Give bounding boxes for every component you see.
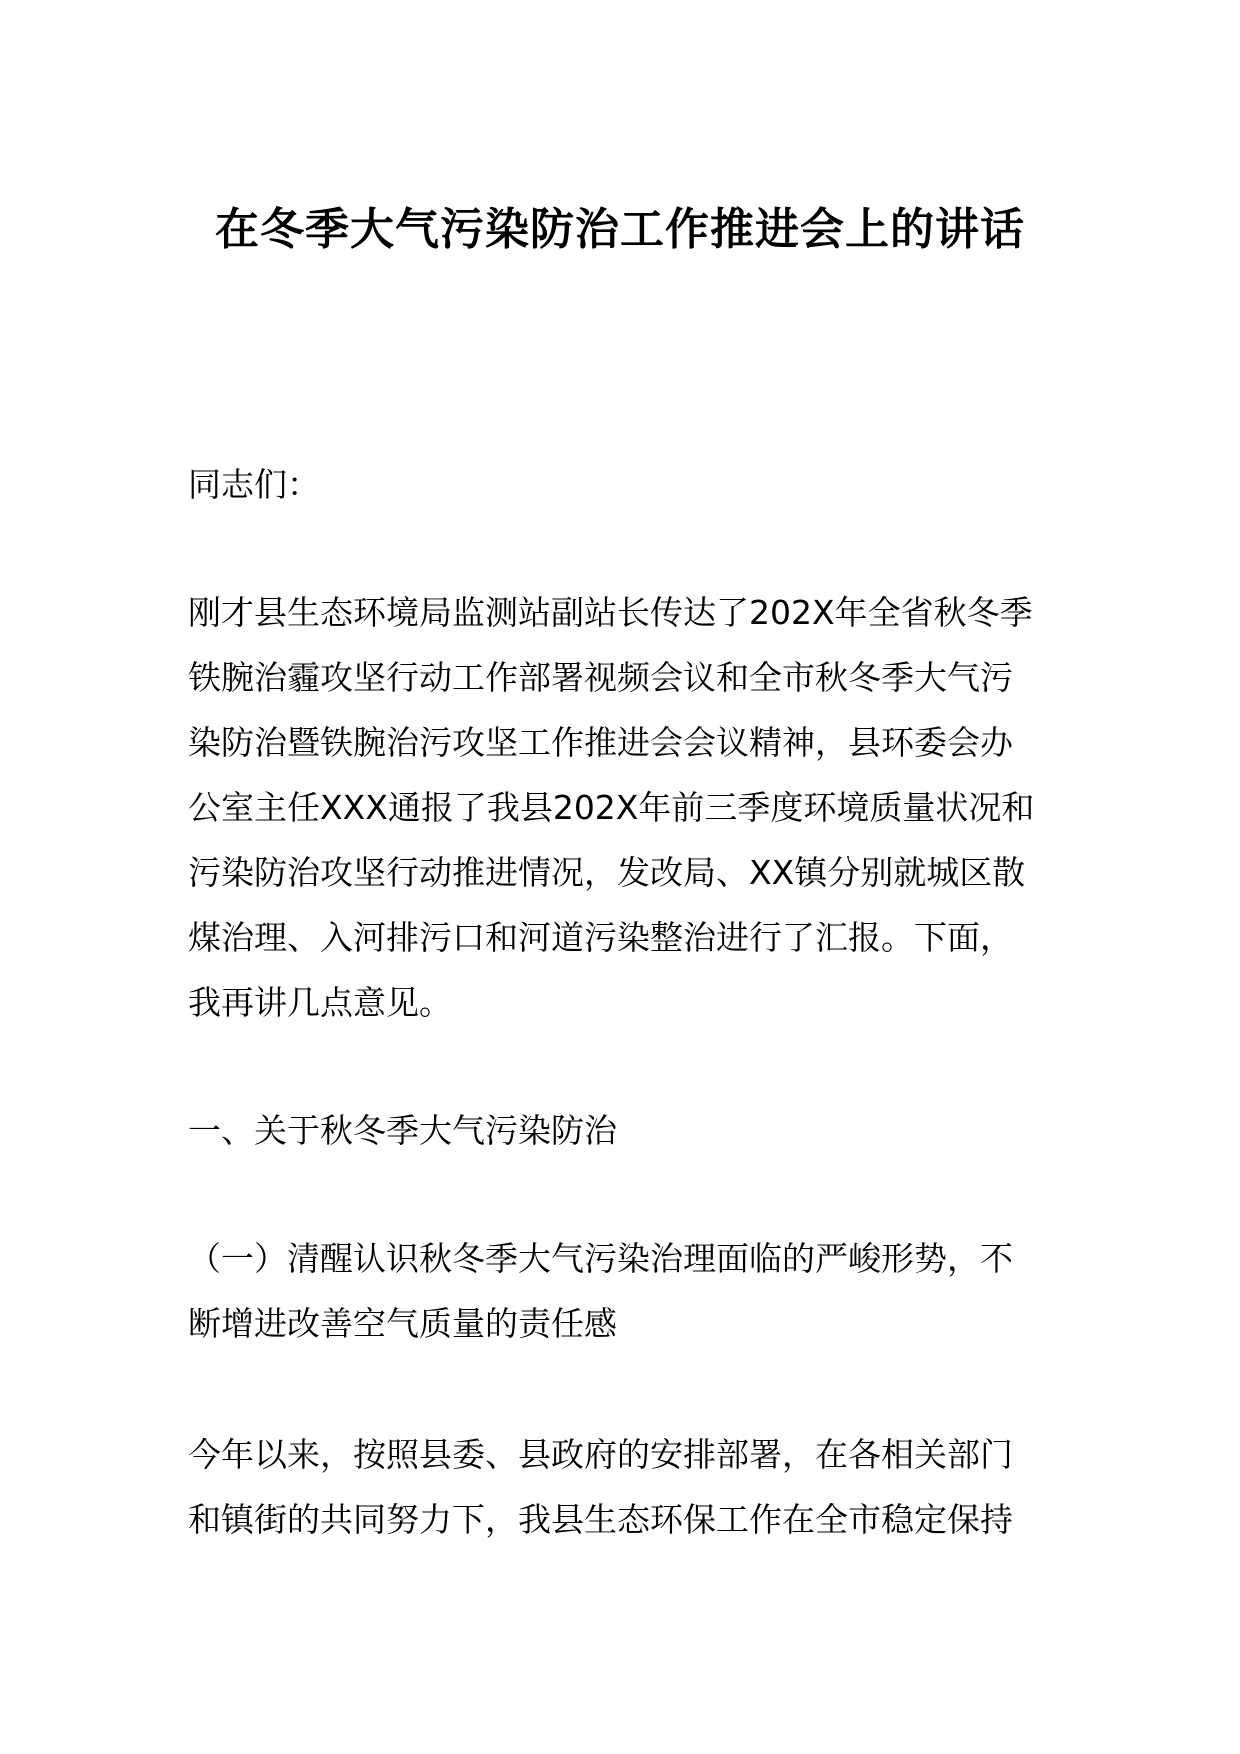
paragraph-line: 今年以来，按照县委、县政府的安排部署，在各相关部门 xyxy=(188,1435,1013,1474)
paragraph-line: 染防治暨铁腕治污攻坚工作推进会会议精神，县环委会办 xyxy=(188,723,1013,762)
subsection-heading-line: （一）清醒认识秋冬季大气污染治理面临的严峻形势，不 xyxy=(188,1239,1013,1278)
section-heading-1: 一、关于秋冬季大气污染防治 xyxy=(188,1111,617,1150)
paragraph-line: 和镇街的共同努力下，我县生态环保工作在全市稳定保持 xyxy=(188,1500,1013,1539)
subsection-heading-line: 断增进改善空气质量的责任感 xyxy=(188,1304,617,1343)
paragraph-line: 刚才县生态环境局监测站副站长传达了202X年全省秋冬季 xyxy=(188,593,1033,632)
greeting: 同志们： xyxy=(188,465,320,504)
paragraph-line: 污染防治攻坚行动推进情况，发改局、XX镇分别就城区散 xyxy=(188,853,1026,892)
paragraph-intro xyxy=(188,580,1068,1035)
paragraph-line: 煤治理、入河排污口和河道污染整治进行了汇报。下面， xyxy=(188,918,1013,957)
paragraph-progress xyxy=(188,1422,1068,1552)
paragraph-line: 公室主任XXX通报了我县202X年前三季度环境质量状况和 xyxy=(188,788,1035,827)
document-title: 在冬季大气污染防治工作推进会上的讲话 xyxy=(215,204,1025,255)
paragraph-line: 铁腕治霾攻坚行动工作部署视频会议和全市秋冬季大气污 xyxy=(188,658,1013,697)
subsection-heading-1 xyxy=(188,1226,1068,1356)
paragraph-line: 我再讲几点意见。 xyxy=(188,983,452,1022)
